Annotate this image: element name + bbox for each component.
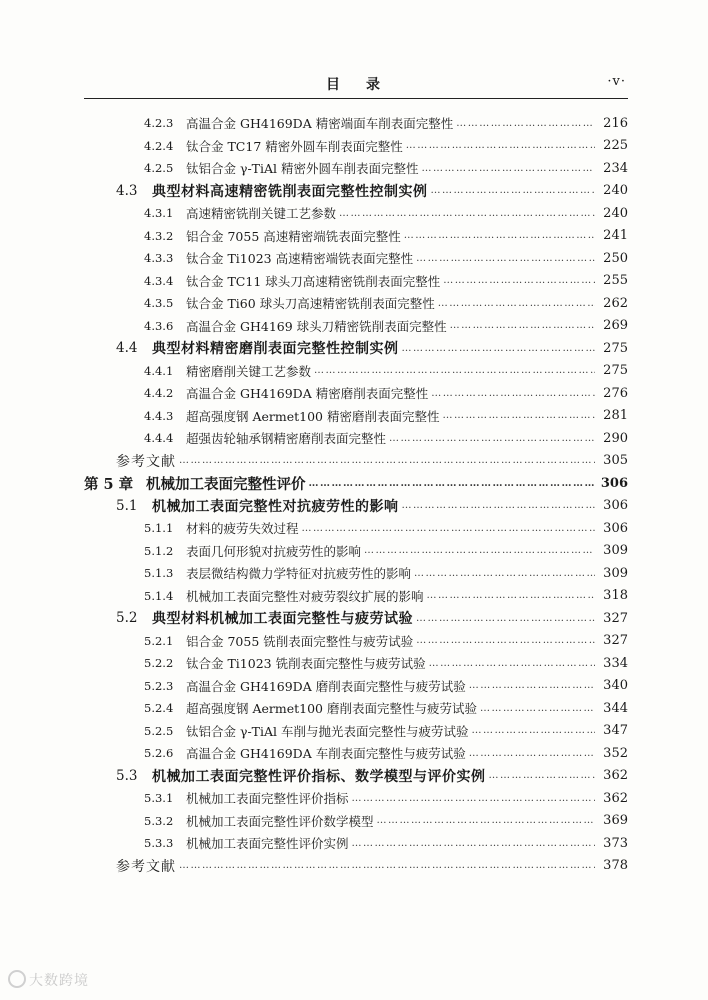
toc-entry[interactable]	[144, 742, 628, 764]
toc-entry-title: 机械加工表面完整性评价实例	[186, 836, 349, 851]
watermark-logo-icon	[8, 970, 26, 988]
toc-leader-dots	[389, 433, 595, 444]
toc-leader-dots	[414, 568, 595, 579]
toc-entry-page: 250	[603, 250, 628, 266]
toc-leader-dots	[469, 680, 595, 691]
toc-entry[interactable]	[144, 630, 628, 652]
toc-entry[interactable]	[84, 472, 628, 494]
header-page-number: ·v·	[607, 74, 626, 89]
toc-entry-number: 5.1.4	[144, 588, 174, 603]
toc-entry-title: 高温合金 GH4169DA 精密磨削表面完整性	[186, 386, 429, 401]
toc-entry-title: 材料的疲劳失效过程	[186, 521, 299, 536]
toc-entry-page: 225	[603, 138, 628, 153]
toc-entry-title: 高温合金 GH4169DA 车削表面完整性与疲劳试验	[186, 746, 466, 761]
toc-entry-title: 机械加工表面完整性评价指标	[186, 791, 349, 806]
toc-entry[interactable]	[144, 247, 628, 269]
toc-leader-dots	[431, 388, 595, 399]
toc-entry-title: 钛合金 TC11 球头刀高速精密铣削表面完整性	[186, 273, 441, 289]
toc-entry-page: 309	[603, 543, 628, 558]
toc-leader-dots	[302, 523, 595, 534]
toc-entry-number: 4.4.2	[144, 386, 174, 400]
toc-entry-title: 表面几何形貌对抗疲劳性的影响	[186, 543, 362, 559]
toc-leader-dots	[179, 455, 595, 466]
toc-entry-title: 典型材料精密磨削表面完整性控制实例	[152, 341, 399, 357]
toc-entry-page: 352	[603, 745, 628, 761]
toc-leader-dots	[406, 140, 595, 151]
toc-entry-page: 240	[603, 205, 628, 221]
toc-entry-number: 5.3.2	[144, 813, 174, 828]
toc-entry-page: 281	[603, 408, 628, 423]
toc-leader-dots	[480, 703, 595, 714]
toc-entry[interactable]	[144, 810, 628, 832]
toc-entry-number: 5.1.3	[144, 566, 174, 580]
toc-leader-dots	[404, 230, 595, 241]
toc-entry[interactable]	[144, 540, 628, 562]
toc-entry-title: 铝合金 7055 铣削表面完整性与疲劳试验	[186, 633, 414, 649]
toc-leader-dots	[364, 545, 595, 556]
toc-entry-page: 340	[603, 678, 628, 693]
toc-entry-page: 234	[603, 160, 628, 176]
toc-entry-number: 4.3.4	[144, 273, 174, 288]
toc-entry-number: 4.3.5	[144, 296, 174, 310]
toc-entry-page: 216	[603, 115, 628, 131]
toc-entry[interactable]	[116, 765, 628, 787]
toc-entry-title: 高速精密铣削关键工艺参数	[186, 206, 337, 221]
toc-entry-number: 5.2.1	[144, 633, 174, 648]
toc-leader-dots	[443, 275, 595, 286]
toc-leader-dots	[402, 343, 596, 354]
toc-entry-page: 327	[603, 610, 628, 626]
toc-entry[interactable]	[116, 607, 628, 629]
toc-leader-dots	[427, 590, 595, 601]
toc-entry[interactable]	[116, 337, 628, 359]
toc-entry-number: 4.2.3	[144, 116, 174, 130]
toc-leader-dots	[422, 163, 595, 174]
toc-entry[interactable]	[144, 405, 628, 427]
toc-entry[interactable]	[144, 292, 628, 314]
toc-entry-number: 4.3.6	[144, 318, 174, 333]
toc-entry-title: 高温合金 GH4169 球头刀精密铣削表面完整性	[186, 318, 447, 334]
toc-entry-number: 5.2.5	[144, 723, 174, 738]
toc-entry-title: 机械加工表面完整性对抗疲劳性的影响	[152, 498, 399, 515]
toc-entry-page: 318	[603, 588, 628, 603]
toc-entry-title: 机械加工表面完整性评价	[146, 475, 306, 493]
toc-entry[interactable]	[144, 697, 628, 719]
toc-leader-dots	[489, 770, 596, 781]
toc-entry[interactable]	[144, 517, 628, 539]
toc-entry-page: 362	[603, 768, 628, 783]
toc-entry-page: 347	[603, 723, 628, 738]
toc-entry-title: 表层微结构微力学特征对抗疲劳性的影响	[186, 566, 412, 581]
toc-entry[interactable]	[144, 225, 628, 247]
toc-entry-title: 参考文献	[116, 453, 176, 470]
toc-entry-number: 4.3	[116, 182, 138, 199]
toc-entry-number: 4.4	[116, 340, 138, 356]
toc-entry-page: 240	[603, 183, 628, 198]
toc-entry-page: 276	[603, 385, 628, 401]
toc-references-entry[interactable]	[116, 855, 628, 877]
toc-entry-number: 5.3.3	[144, 836, 174, 850]
toc-entry-number: 4.3.2	[144, 228, 174, 243]
toc-entry[interactable]	[144, 675, 628, 697]
toc-entry-number: 5.3.1	[144, 791, 174, 805]
toc-entry-title: 机械加工表面完整性对疲劳裂纹扩展的影响	[186, 588, 424, 604]
toc-entry-number: 5.2.6	[144, 746, 174, 760]
toc-entry[interactable]	[144, 315, 628, 337]
toc-entry[interactable]	[144, 157, 628, 179]
toc-entry[interactable]	[116, 495, 628, 517]
toc-entry[interactable]	[144, 360, 628, 382]
toc-entry-number: 4.4.1	[144, 363, 174, 378]
toc-leader-dots	[377, 815, 595, 826]
toc-entry-number: 5.3	[116, 767, 138, 784]
toc-entry[interactable]	[144, 135, 628, 157]
toc-leader-dots	[402, 500, 596, 511]
toc-entry[interactable]	[116, 180, 628, 202]
toc-entry[interactable]	[144, 112, 628, 134]
toc-entry[interactable]	[144, 832, 628, 854]
toc-entry-number: 5.1.2	[144, 543, 174, 558]
toc-entry-title: 典型材料机械加工表面完整性与疲劳试验	[152, 611, 413, 627]
toc-entry-title: 钛合金 Ti60 球头刀高速精密铣削表面完整性	[186, 296, 435, 311]
toc-entry[interactable]	[144, 787, 628, 809]
toc-entry-title: 钛合金 Ti1023 高速精密端铣表面完整性	[186, 251, 414, 266]
toc-entry-title: 铝合金 7055 高速精密端铣表面完整性	[186, 228, 401, 244]
toc-entry-page: 362	[603, 790, 628, 806]
toc-entry-title: 高温合金 GH4169DA 精密端面车削表面完整性	[186, 116, 454, 131]
toc-entry-page: 334	[603, 655, 628, 671]
toc-entry[interactable]	[144, 720, 628, 742]
toc-leader-dots	[429, 658, 595, 669]
toc-leader-dots	[309, 478, 596, 489]
toc-entry-page: 306	[603, 498, 628, 513]
toc-entry-page: 275	[603, 363, 628, 378]
toc-entry-number: 4.4.4	[144, 431, 174, 445]
toc-leader-dots	[431, 185, 596, 196]
toc-entry-page: 269	[603, 318, 628, 333]
toc-entry-page: 369	[603, 813, 628, 828]
toc-entry-number: 5.1.1	[144, 521, 174, 535]
toc-leader-dots	[352, 793, 595, 804]
toc-entry-number: 5.2.3	[144, 678, 174, 693]
toc-entry-page: 241	[603, 228, 628, 243]
toc-entry-title: 机械加工表面完整性评价指标、数学模型与评价实例	[152, 768, 486, 785]
toc-entry-page: 275	[603, 340, 628, 356]
toc-entry-number: 5.1	[116, 497, 138, 514]
toc-entry-title: 机械加工表面完整性评价数学模型	[186, 813, 374, 829]
toc-leader-dots	[456, 118, 595, 129]
toc-entry-title: 钛铝合金 γ-TiAl 车削与抛光表面完整性与疲劳试验	[186, 723, 469, 739]
watermark	[8, 970, 89, 990]
toc-leader-dots	[442, 410, 595, 421]
toc-leader-dots	[339, 208, 595, 219]
toc-entry[interactable]	[144, 202, 628, 224]
toc-entry[interactable]	[144, 652, 628, 674]
toc-entry-number: 5.2	[116, 610, 138, 626]
toc-entry-title: 钛合金 Ti1023 铣削表面完整性与疲劳试验	[186, 656, 426, 671]
toc-entry-number: 4.2.4	[144, 138, 174, 153]
toc-entry[interactable]	[144, 270, 628, 292]
toc-entry-title: 典型材料高速精密铣削表面完整性控制实例	[152, 183, 428, 200]
toc-entry-page: 373	[603, 835, 628, 851]
toc-entry-page: 378	[603, 858, 628, 873]
toc-leader-dots	[416, 635, 595, 646]
toc-entry-title: 精密磨削关键工艺参数	[186, 363, 312, 379]
toc-entry-page: 306	[600, 475, 628, 491]
toc-entry[interactable]	[144, 427, 628, 449]
toc-entry-number: 4.2.5	[144, 161, 174, 175]
toc-leader-dots	[438, 298, 595, 309]
toc-entry-number: 4.3.3	[144, 251, 174, 265]
toc-leader-dots	[179, 860, 595, 871]
toc-entry-page: 344	[603, 700, 628, 716]
toc-entry-page: 290	[603, 430, 628, 446]
toc-entry-page: 327	[603, 633, 628, 648]
toc-entry-number: 4.4.3	[144, 408, 174, 423]
toc-references-entry[interactable]	[116, 450, 628, 472]
toc-entry-title: 超高强度钢 Aermet100 磨削表面完整性与疲劳试验	[186, 701, 477, 716]
toc-entry-title: 超高强度钢 Aermet100 精密磨削表面完整性	[186, 408, 440, 424]
toc-entry-title: 超强齿轮轴承钢精密磨削表面完整性	[186, 431, 387, 446]
toc-leader-dots	[450, 320, 595, 331]
toc-entry-page: 309	[603, 565, 628, 581]
toc-entry-title: 钛合金 TC17 精密外圆车削表面完整性	[186, 138, 403, 154]
toc-entry-number: 第 5 章	[84, 475, 134, 493]
toc-entry-page: 306	[603, 520, 628, 536]
watermark-text: 大数跨境	[29, 973, 89, 989]
toc-entry-number: 5.2.2	[144, 656, 174, 670]
toc-entry-page: 255	[603, 273, 628, 288]
toc-entry-number: 4.3.1	[144, 206, 174, 220]
toc-entry-title: 钛铝合金 γ-TiAl 精密外圆车削表面完整性	[186, 161, 419, 176]
toc-entry-page: 305	[603, 453, 628, 468]
toc-entry[interactable]	[144, 562, 628, 584]
toc-leader-dots	[416, 613, 595, 624]
toc-entry[interactable]	[144, 585, 628, 607]
toc-entry-title: 高温合金 GH4169DA 磨削表面完整性与疲劳试验	[186, 678, 466, 694]
toc-leader-dots	[416, 253, 595, 264]
toc-entry-page: 262	[603, 295, 628, 311]
header-title: 目 录	[326, 77, 386, 93]
toc-entry[interactable]	[144, 382, 628, 404]
toc-entry-title: 参考文献	[116, 858, 176, 875]
toc-entry-number: 5.2.4	[144, 701, 174, 715]
toc-leader-dots	[469, 748, 595, 759]
toc-leader-dots	[472, 725, 595, 736]
toc-leader-dots	[314, 365, 595, 376]
page-header	[84, 72, 628, 99]
toc-leader-dots	[352, 838, 595, 849]
